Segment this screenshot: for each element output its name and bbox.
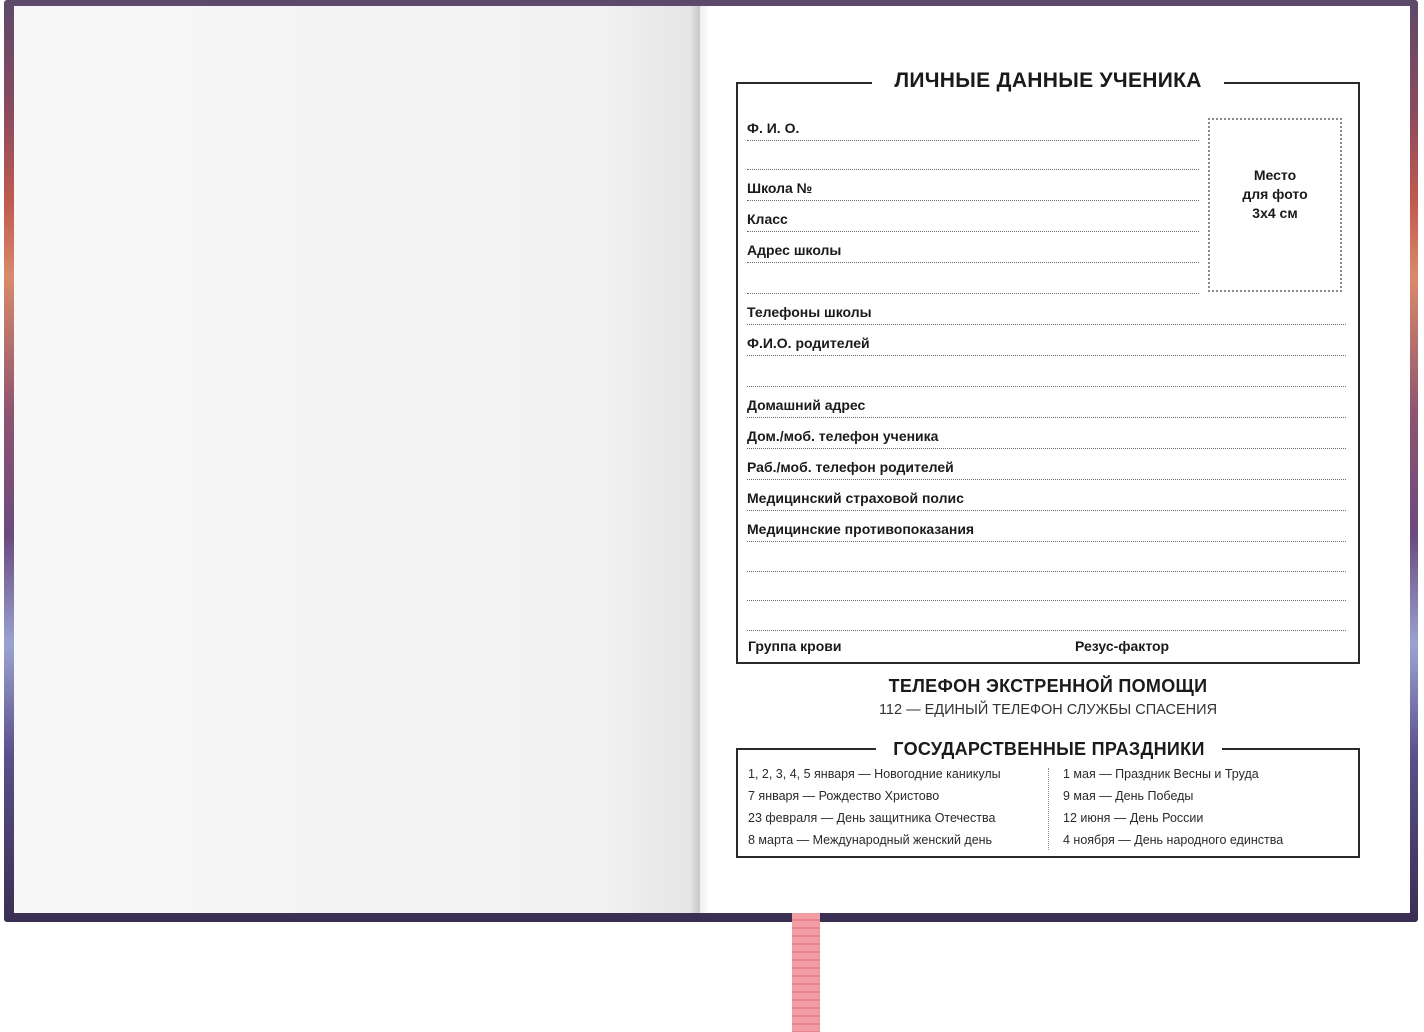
holidays-title: ГОСУДАРСТВЕННЫЕ ПРАЗДНИКИ [876, 736, 1222, 762]
field-label: Школа № [747, 180, 813, 196]
field-contraindications-line2[interactable] [747, 549, 1346, 572]
holidays-divider [1048, 768, 1049, 850]
holiday-item: 7 января — Рождество Христово [748, 789, 940, 803]
field-label: Домашний адрес [747, 397, 866, 413]
emergency-title: ТЕЛЕФОН ЭКСТРЕННОЙ ПОМОЩИ [888, 676, 1208, 696]
photo-label-1: Место [1253, 167, 1297, 183]
photo-label-2: для фото [1242, 186, 1308, 202]
field-fio[interactable] [747, 118, 1199, 141]
field-insurance[interactable] [747, 488, 1346, 511]
field-contraindications-line3[interactable] [747, 578, 1346, 601]
field-school-no[interactable] [747, 178, 1199, 201]
left-page-blank [14, 6, 700, 913]
emergency-subtitle: 112 — ЕДИНЫЙ ТЕЛЕФОН СЛУЖБЫ СПАСЕНИЯ [878, 702, 1218, 718]
bookmark-ribbon [792, 913, 820, 1032]
photo-label-3: 3х4 см [1252, 205, 1298, 221]
field-class[interactable] [747, 209, 1199, 232]
field-contraindications-line4[interactable] [747, 608, 1346, 631]
field-school-phones[interactable] [747, 302, 1346, 325]
field-label: Ф. И. О. [747, 120, 800, 136]
photo-placeholder [1208, 118, 1342, 292]
field-parents-fio[interactable] [747, 333, 1346, 356]
holiday-item: 8 марта — Международный женский день [748, 833, 993, 847]
blood-group-label: Группа крови [748, 638, 842, 654]
holiday-item: 4 ноября — День народного единства [1063, 833, 1284, 847]
holiday-item: 9 мая — День Победы [1063, 789, 1194, 803]
field-school-address[interactable] [747, 240, 1199, 263]
field-label: Медицинские противопоказания [747, 521, 975, 537]
field-label: Телефоны школы [747, 304, 872, 320]
field-label: Дом./моб. телефон ученика [747, 428, 939, 444]
holidays-right-column [1063, 765, 1283, 853]
personal-data-title: ЛИЧНЫЕ ДАННЫЕ УЧЕНИКА [872, 66, 1224, 96]
field-school-address-line2[interactable] [747, 271, 1199, 294]
holiday-item: 23 февраля — День защитника Отечества [748, 811, 996, 825]
field-student-phone[interactable] [747, 426, 1346, 449]
field-label: Адрес школы [747, 242, 842, 258]
holiday-item: 12 июня — День России [1063, 811, 1204, 825]
holiday-item: 1 мая — Праздник Весны и Труда [1063, 767, 1259, 781]
field-parents-fio-line2[interactable] [747, 364, 1346, 387]
field-contraindications[interactable] [747, 519, 1346, 542]
spine-shadow [690, 6, 710, 913]
holiday-item: 1, 2, 3, 4, 5 января — Новогодние каникулы [748, 767, 1001, 781]
field-fio-line2[interactable] [747, 147, 1199, 170]
field-parents-phone[interactable] [747, 457, 1346, 480]
field-label: Ф.И.О. родителей [747, 335, 870, 351]
rhesus-label: Резус-фактор [1075, 638, 1170, 654]
field-label: Медицинский страховой полис [747, 490, 964, 506]
holidays-left-column [748, 765, 1001, 853]
field-label: Класс [747, 211, 788, 227]
field-label: Раб./моб. телефон родителей [747, 459, 954, 475]
field-home-address[interactable] [747, 395, 1346, 418]
